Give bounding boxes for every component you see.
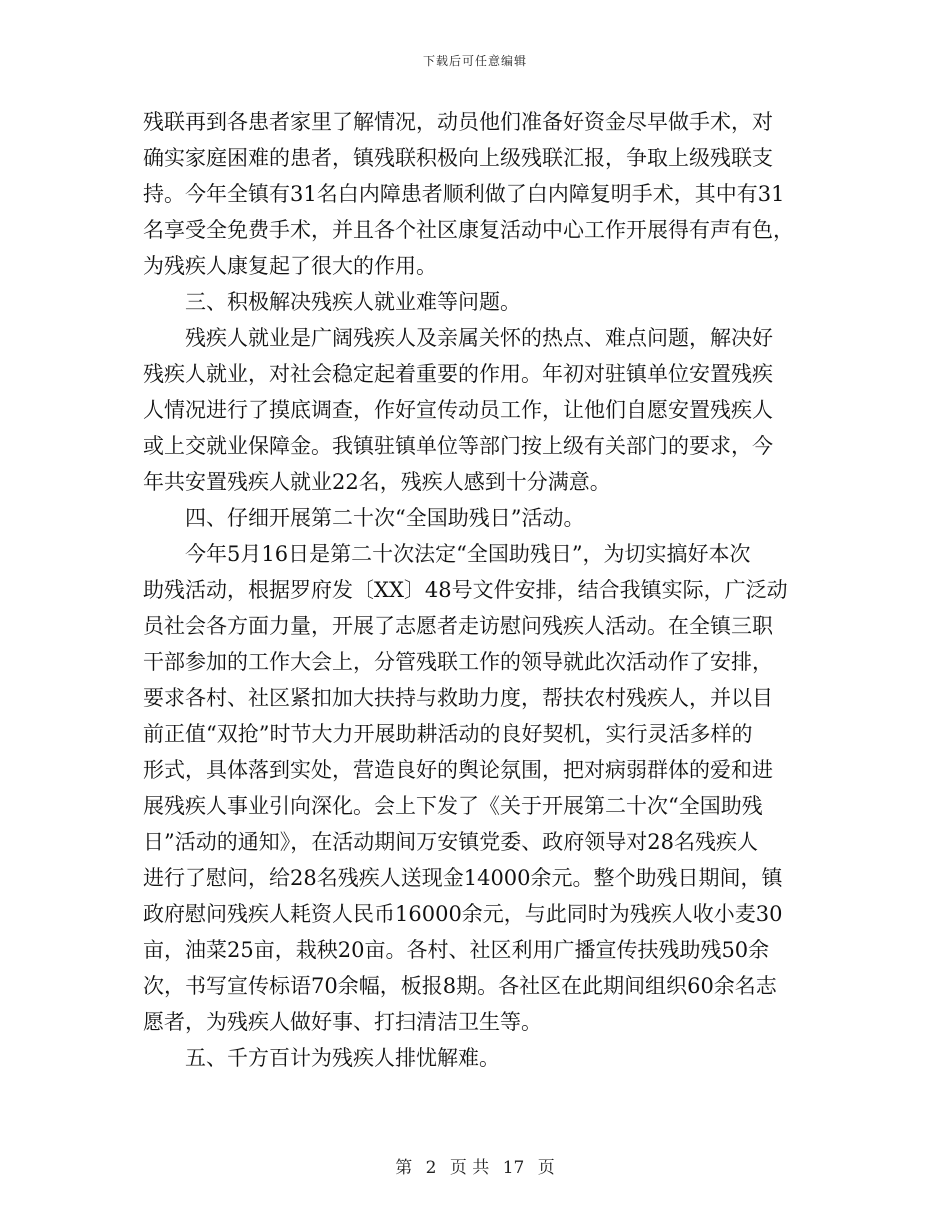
- footer-suffix: 页: [537, 1158, 555, 1178]
- current-page-number: 2: [425, 1158, 437, 1178]
- text-line: 今年5月16日是第二十次法定“全国助残日”，为切实搞好本次: [143, 542, 751, 566]
- text-line: 年共安置残疾人就业22名，残疾人感到十分满意。: [143, 470, 611, 494]
- document-body: [143, 104, 807, 1076]
- section-heading: 四、仔细开展第二十次“全国助残日”活动。: [143, 506, 585, 530]
- text-line: 人情况进行了摸底调查，作好宣传动员工作，让他们自愿安置残疾人: [143, 398, 773, 422]
- text-line: 前正值“双抢”时节大力开展助耕活动的良好契机，实行灵活多样的: [143, 722, 753, 746]
- text-line: 或上交就业保障金。我镇驻镇单位等部门按上级有关部门的要求，今: [143, 434, 773, 458]
- text-line: 政府慰问残疾人耗资人民币16000余元，与此同时为残疾人收小麦30: [143, 902, 783, 926]
- text-line: 残疾人就业是广阔残疾人及亲属关怀的热点、难点问题，解决好: [143, 326, 773, 350]
- page-header: 下载后可任意编辑: [422, 54, 527, 68]
- text-line: 确实家庭困难的患者，镇残联积极向上级残联汇报，争取上级残联支: [143, 146, 773, 170]
- text-line: 助残活动，根据罗府发〔XX〕48号文件安排，结合我镇实际，广泛动: [143, 578, 788, 602]
- section-heading: 三、积极解决残疾人就业难等问题。: [143, 290, 521, 314]
- text-line: 形式，具体落到实处，营造良好的舆论氛围，把对病弱群体的爱和进: [143, 758, 773, 782]
- text-line: 为残疾人康复起了很大的作用。: [143, 254, 437, 278]
- total-page-count: 17: [502, 1158, 525, 1178]
- text-line: 要求各村、社区紧扣加大扶持与救助力度，帮扶农村残疾人，并以目: [143, 686, 773, 710]
- text-line: 愿者，为残疾人做好事、打扫清洁卫生等。: [143, 1010, 542, 1034]
- text-line: 进行了慰问，给28名残疾人送现金14000余元。整个助残日期间，镇: [143, 866, 783, 890]
- section-heading: 五、千方百计为残疾人排忧解难。: [143, 1046, 500, 1070]
- text-line: 残联再到各患者家里了解情况，动员他们准备好资金尽早做手术，对: [143, 110, 773, 134]
- text-line: 日”活动的通知》，在活动期间万安镇党委、政府领导对28名残疾人: [143, 830, 758, 854]
- text-line: 持。今年全镇有31名白内障患者顺利做了白内障复明手术，其中有31: [143, 182, 785, 206]
- text-line: 名享受全免费手术，并且各个社区康复活动中心工作开展得有声有色，: [143, 218, 794, 242]
- text-line: 亩，油菜25亩，栽秧20亩。各村、社区利用广播宣传扶残助残50余: [143, 938, 770, 962]
- text-line: 员社会各方面力量，开展了志愿者走访慰问残疾人活动。在全镇三职: [143, 614, 773, 638]
- text-line: 展残疾人事业引向深化。会上下发了《关于开展第二十次“全国助残: [143, 794, 763, 818]
- text-line: 次，书写宣传标语70余幅，板报8期。各社区在此期间组织60余名志: [143, 974, 777, 998]
- text-line: 残疾人就业，对社会稳定起着重要的作用。年初对驻镇单位安置残疾: [143, 362, 773, 386]
- footer-middle: 页 共: [449, 1158, 490, 1178]
- page-footer: [0, 1153, 950, 1178]
- text-line: 干部参加的工作大会上，分管残联工作的领导就此次活动作了安排，: [143, 650, 773, 674]
- footer-prefix: 第: [395, 1158, 413, 1178]
